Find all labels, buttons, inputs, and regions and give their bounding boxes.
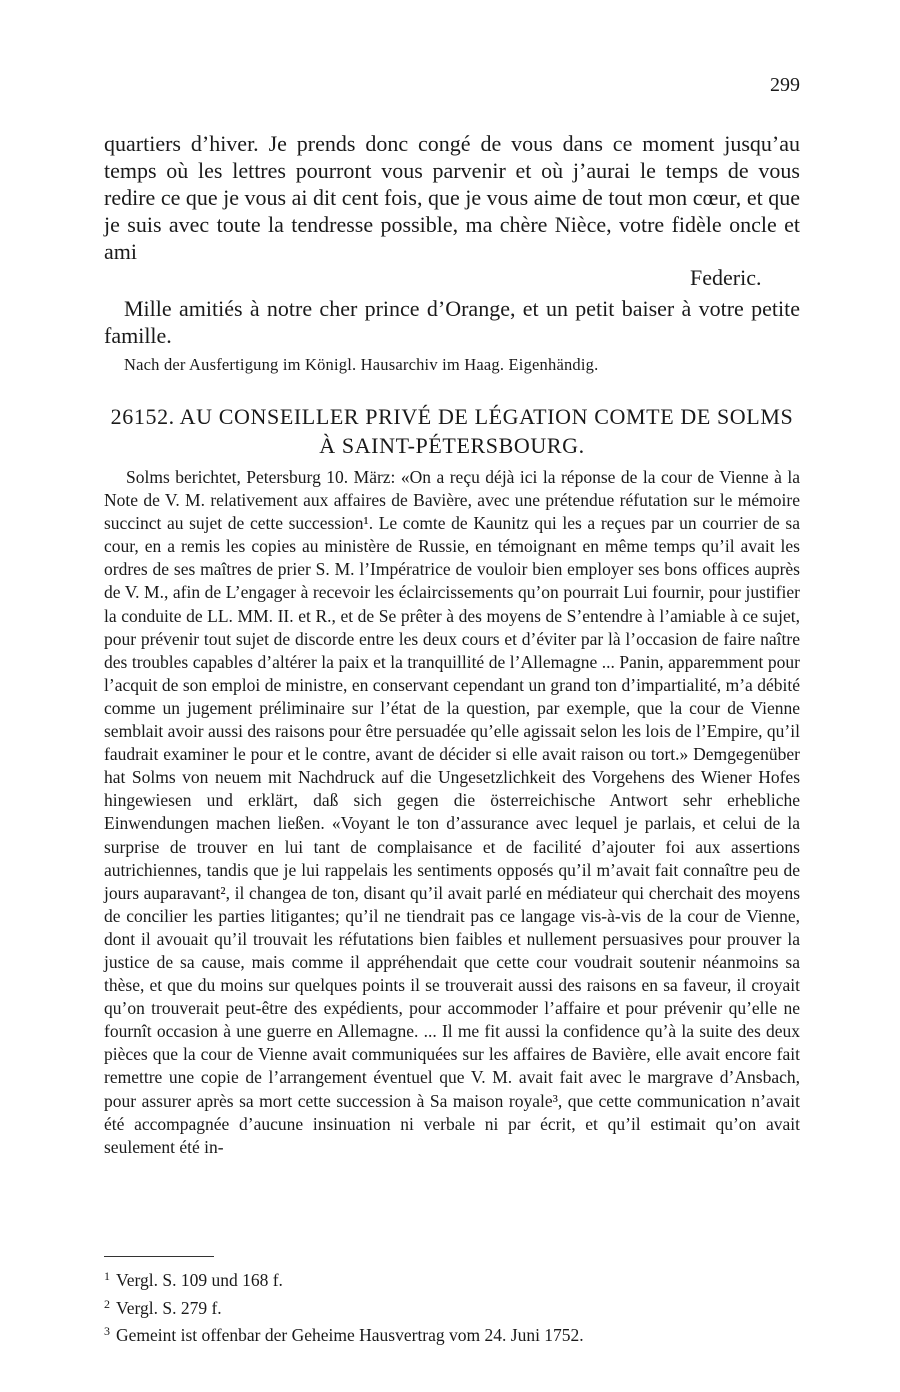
footnote (104, 1320, 800, 1348)
section-heading (104, 402, 800, 460)
footnote-mark: 2 (104, 1296, 110, 1311)
letter-closing-paragraph: quartiers d’hiver. Je prends donc congé de vous dans ce moment jusqu’au temps où les lettres pourront vous parvenir et où j’aurai le temps de vous redire ce que je vous ai dit cent fois, que je vous aime de tout mon cœur, et que je suis avec toute la tendresse possible, ma chère Nièce, votre fidèle oncle et ami (104, 131, 800, 264)
section-number: 26152. (110, 404, 175, 429)
footnote-text: Vergl. S. 109 und 168 f. (116, 1270, 283, 1290)
footnote-list (104, 1265, 800, 1348)
signature: Federic. (690, 265, 762, 290)
footnote (104, 1293, 800, 1321)
footnote-mark: 3 (104, 1324, 110, 1338)
page-number: 299 (770, 74, 800, 96)
section-title: AU CONSEILLER PRIVÉ DE LÉGATION COMTE DE SOLMS À SAINT-PÉTERSBOURG. (179, 404, 794, 458)
footnote (104, 1265, 800, 1293)
footnote-text: Gemeint ist offenbar der Geheime Hausvertrag vom 24. Juni 1752. (116, 1325, 584, 1345)
footnote-mark: 1 (104, 1269, 110, 1283)
footnote-text: Vergl. S. 279 f. (116, 1297, 222, 1318)
source-note: Nach der Ausfertigung im Königl. Hausarchiv im Haag. Eigenhändig. (124, 355, 599, 374)
postscript-paragraph: Mille amitiés à notre cher prince d’Orange, et un petit baiser à votre petite famille. (104, 296, 800, 348)
section-body: Solms berichtet, Petersburg 10. März: «On a reçu déjà ici la réponse de la cour de Vienne à la Note de V. M. relativement aux affaires de Bavière, avec une prétendue réfutation sur le mémoire succinct au sujet de cette succession¹. Le comte de Kaunitz qui les a reçues par un courrier de sa cour, en a remis les copies au ministère de Russie, en témoignant en même temps qu’il avait les ordres de ses maîtres de prier S. M. l’Impératrice de vouloir bien employer ses bons offices auprès de V. M., afin de L’engager à recevoir les éclaircissements qu’on pourrait Lui fournir, pour justifier la conduite de LL. MM. II. et R., et de Se prêter à des moyens de S’entendre à l’amiable à ce sujet, pour prévenir tout sujet de discorde entre les deux cours et d’éviter par là l’occasion de faire naître des troubles capables d’altérer la paix et la tranquillité de l’Allemagne ... Panin, apparemment pour l’acquit de son emploi de ministre, en conservant cependant un grand ton d’impartialité, m’a débité comme un jugement préliminaire sur l’état de la question, par exemple, que la cour de Vienne semblait avoir aussi des raisons pour être persuadée qu’elle agissait selon les lois de l’Empire, qu’il faudrait examiner le pour et le contre, avant de décider si elle avait raison ou tort.» Demgegenüber hat Solms von neuem mit Nachdruck auf die Ungesetzlichkeit des Vorgehens des Wiener Hofes hingewiesen und erklärt, daß sich gegen die österreichische Antwort sehr erhebliche Einwendungen machen ließen. «Voyant le ton d’assurance avec lequel je parlais, et celui de la surprise de trouver en lui tant de complaisance et de facilité d’ajouter foi aux assertions autrichiennes, tandis que je lui rappelais les sentiments opposés qu’il m’avait fait connaître peu de jours auparavant², il changea de ton, disant qu’il avait parlé en médiateur qui cherchait des moyens de concilier les parties litigantes; qu’il ne tiendrait pas ce langage vis-à-vis de la cour de Vienne, dont il avouait qu’il trouvait les réfutations bien faibles et nullement persuasives pour prouver la justice de sa cause, mais comme il appréhendait que cette cour voudrait soutenir néanmoins sa thèse, et que du moins sur quelques points il se trouverait aussi des raisons en sa faveur, il croyait qu’on trouverait peut-être des expédients, pour accommoder l’affaire et pour prévenir qu’elle ne fournît occasion à une guerre en Allemagne. ... Il me fit aussi la confidence qu’à la suite des deux pièces que la cour de Vienne avait communiquées sur les affaires de Bavière, elle avait encore fait remettre une copie de l’arrangement éventuel que V. M. avait fait avec le margrave d’Ansbach, pour assurer après sa mort cette succession à Sa maison royale³, que cette communication n’avait été accompagnée d’aucune insinuation ni verbale ni par écrit, et qu’il estimait qu’on avait seulement été in- (104, 467, 800, 1157)
footnote-divider (104, 1256, 214, 1257)
